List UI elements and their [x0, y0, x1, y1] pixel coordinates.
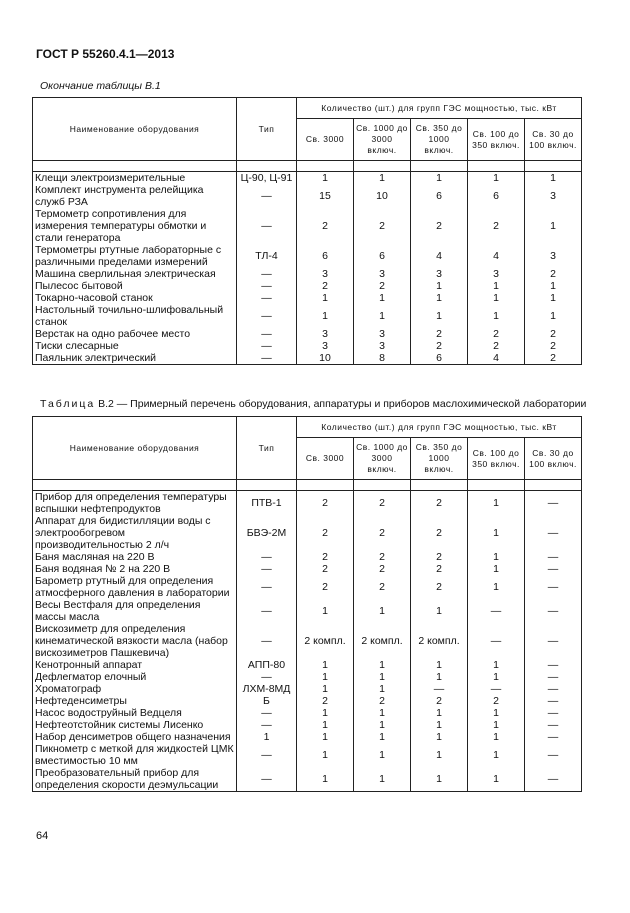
quantity-cell: 2 — [297, 280, 354, 292]
table2-caption-text: В.2 — Примерный перечень оборудования, аппаратуры и приборов маслохимической лаборатории — [95, 398, 587, 410]
quantity-cell: 2 — [411, 491, 468, 516]
equipment-name-cell: Вискозиметр для определения кинематической вязкости масла (набор вискозиметров Пашкевича) — [33, 623, 237, 659]
quantity-cell: 1 — [297, 172, 354, 185]
quantity-cell: 1 — [468, 515, 525, 551]
equipment-type-cell: АПП-80 — [237, 659, 297, 671]
equipment-type-cell: — — [237, 208, 297, 244]
equipment-type-cell: Б — [237, 695, 297, 707]
quantity-cell: 1 — [297, 683, 354, 695]
quantity-cell: 2 — [411, 328, 468, 340]
equipment-type-cell: — — [237, 563, 297, 575]
table-row — [33, 623, 582, 659]
quantity-cell: — — [525, 695, 582, 707]
quantity-cell: 3 — [411, 268, 468, 280]
table-row — [33, 244, 582, 268]
quantity-cell: 1 — [411, 172, 468, 185]
quantity-cell: 3 — [297, 268, 354, 280]
equipment-name-cell: Баня масляная на 220 В — [33, 551, 237, 563]
table1-body — [33, 172, 582, 365]
group-col-header: Св. 350 до 1000 включ. — [411, 438, 468, 480]
quantity-cell: 4 — [411, 244, 468, 268]
quantity-cell: 2 компл. — [297, 623, 354, 659]
quantity-cell: 1 — [354, 719, 411, 731]
quantity-cell: 1 — [468, 491, 525, 516]
quantity-cell: 2 — [468, 208, 525, 244]
equipment-type-cell: — — [237, 304, 297, 328]
quantity-cell: 1 — [411, 731, 468, 743]
quantity-cell: — — [468, 683, 525, 695]
quantity-cell: 1 — [411, 292, 468, 304]
quantity-cell: — — [525, 599, 582, 623]
quantity-cell: — — [525, 623, 582, 659]
quantity-cell: 1 — [468, 563, 525, 575]
quantity-cell: 8 — [354, 352, 411, 365]
group-col-header: Св. 350 до 1000 включ. — [411, 119, 468, 161]
quantity-cell: 1 — [411, 304, 468, 328]
quantity-cell: 1 — [468, 172, 525, 185]
quantity-cell: 2 — [354, 491, 411, 516]
quantity-cell: — — [525, 515, 582, 551]
quantity-cell: 1 — [468, 280, 525, 292]
table-row — [33, 491, 582, 516]
table-row — [33, 304, 582, 328]
equipment-type-cell: — — [237, 352, 297, 365]
equipment-type-cell: — — [237, 280, 297, 292]
quantity-cell: 2 — [468, 340, 525, 352]
quantity-cell: 3 — [297, 340, 354, 352]
quantity-cell: 2 — [411, 340, 468, 352]
group-col-header: Св. 30 до 100 включ. — [525, 119, 582, 161]
quantity-cell: — — [525, 563, 582, 575]
quantity-cell: — — [525, 731, 582, 743]
table-row — [33, 731, 582, 743]
quantity-cell: 2 — [411, 551, 468, 563]
group-header: Количество (шт.) для групп ГЭС мощностью, тыс. кВт — [297, 417, 582, 438]
group-col-header: Св. 1000 до 3000 включ. — [354, 438, 411, 480]
quantity-cell: 1 — [525, 304, 582, 328]
quantity-cell: 1 — [468, 671, 525, 683]
page-number: 64 — [36, 830, 49, 842]
quantity-cell: 1 — [297, 599, 354, 623]
group-header: Количество (шт.) для групп ГЭС мощностью, тыс. кВт — [297, 98, 582, 119]
quantity-cell: 1 — [411, 767, 468, 792]
table-row — [33, 515, 582, 551]
quantity-cell: 2 — [297, 563, 354, 575]
equipment-type-cell: 1 — [237, 731, 297, 743]
quantity-cell: 6 — [468, 184, 525, 208]
quantity-cell: 6 — [354, 244, 411, 268]
quantity-cell: — — [525, 575, 582, 599]
quantity-cell: 3 — [525, 184, 582, 208]
quantity-cell: 1 — [525, 292, 582, 304]
equipment-name-cell: Набор денсиметров общего назначения — [33, 731, 237, 743]
quantity-cell: 1 — [411, 659, 468, 671]
equipment-type-cell: — — [237, 707, 297, 719]
table-row — [33, 575, 582, 599]
quantity-cell: 15 — [297, 184, 354, 208]
equipment-name-cell: Верстак на одно рабочее место — [33, 328, 237, 340]
col-type-header: Тип — [237, 417, 297, 480]
quantity-cell: 2 — [468, 695, 525, 707]
equipment-type-cell: — — [237, 767, 297, 792]
quantity-cell: 3 — [468, 268, 525, 280]
equipment-type-cell: — — [237, 599, 297, 623]
group-col-header: Св. 100 до 350 включ. — [468, 438, 525, 480]
equipment-name-cell: Баня водяная № 2 на 220 В — [33, 563, 237, 575]
quantity-cell: 1 — [411, 599, 468, 623]
quantity-cell: 1 — [297, 731, 354, 743]
equipment-name-cell: Нефтеотстойник системы Лисенко — [33, 719, 237, 731]
quantity-cell: 3 — [297, 328, 354, 340]
equipment-type-cell: — — [237, 184, 297, 208]
table2-caption-label: Таблица — [40, 398, 96, 410]
quantity-cell: 2 — [468, 328, 525, 340]
quantity-cell: 1 — [354, 731, 411, 743]
equipment-name-cell: Термометр сопротивления для измерения температуры обмотки и стали генератора — [33, 208, 237, 244]
quantity-cell: 1 — [468, 551, 525, 563]
equipment-type-cell: ПТВ-1 — [237, 491, 297, 516]
quantity-cell: 1 — [468, 304, 525, 328]
quantity-cell: 2 — [354, 695, 411, 707]
quantity-cell: 6 — [411, 352, 468, 365]
equipment-table-b2 — [32, 416, 582, 792]
equipment-name-cell: Дефлегматор елочный — [33, 671, 237, 683]
quantity-cell: 2 — [411, 515, 468, 551]
quantity-cell: 1 — [468, 575, 525, 599]
quantity-cell: 2 — [411, 563, 468, 575]
quantity-cell: 1 — [468, 707, 525, 719]
equipment-type-cell: — — [237, 340, 297, 352]
quantity-cell: 2 — [297, 515, 354, 551]
quantity-cell: 2 — [525, 352, 582, 365]
quantity-cell: 1 — [468, 767, 525, 792]
equipment-name-cell: Аппарат для бидистилляции воды с электрообогревом производительностью 2 л/ч — [33, 515, 237, 551]
quantity-cell: 2 — [525, 268, 582, 280]
equipment-name-cell: Нефтеденсиметры — [33, 695, 237, 707]
equipment-name-cell: Хроматограф — [33, 683, 237, 695]
equipment-type-cell: — — [237, 328, 297, 340]
quantity-cell: 2 — [297, 208, 354, 244]
group-col-header: Св. 100 до 350 включ. — [468, 119, 525, 161]
quantity-cell: — — [525, 719, 582, 731]
equipment-name-cell: Весы Вестфаля для определения массы масла — [33, 599, 237, 623]
table-row — [33, 767, 582, 792]
equipment-type-cell: — — [237, 743, 297, 767]
quantity-cell: 4 — [468, 244, 525, 268]
quantity-cell: 1 — [354, 707, 411, 719]
equipment-name-cell: Токарно-часовой станок — [33, 292, 237, 304]
quantity-cell: 2 — [297, 575, 354, 599]
quantity-cell: 1 — [297, 659, 354, 671]
quantity-cell: 4 — [468, 352, 525, 365]
quantity-cell: — — [525, 551, 582, 563]
quantity-cell: 3 — [354, 328, 411, 340]
table2-caption — [40, 398, 586, 410]
quantity-cell: 1 — [354, 683, 411, 695]
quantity-cell: 1 — [297, 743, 354, 767]
quantity-cell: 2 — [354, 563, 411, 575]
equipment-type-cell: — — [237, 268, 297, 280]
table-row — [33, 683, 582, 695]
equipment-name-cell: Кенотронный аппарат — [33, 659, 237, 671]
quantity-cell: 2 — [354, 551, 411, 563]
quantity-cell: 2 — [354, 575, 411, 599]
equipment-type-cell: Ц-90, Ц-91 — [237, 172, 297, 185]
equipment-type-cell: — — [237, 292, 297, 304]
group-col-header: Св. 1000 до 3000 включ. — [354, 119, 411, 161]
table-row — [33, 268, 582, 280]
table-row — [33, 292, 582, 304]
equipment-name-cell: Барометр ртутный для определения атмосферного давления в лаборатории — [33, 575, 237, 599]
quantity-cell: — — [468, 599, 525, 623]
equipment-type-cell: ЛХМ-8МД — [237, 683, 297, 695]
table-row — [33, 208, 582, 244]
table-row — [33, 340, 582, 352]
table-row — [33, 659, 582, 671]
col-type-header: Тип — [237, 98, 297, 161]
equipment-type-cell: — — [237, 551, 297, 563]
quantity-cell: 10 — [354, 184, 411, 208]
quantity-cell: 1 — [354, 172, 411, 185]
quantity-cell: 1 — [297, 719, 354, 731]
table-row — [33, 280, 582, 292]
quantity-cell: 2 — [354, 208, 411, 244]
quantity-cell: 1 — [354, 767, 411, 792]
quantity-cell: 3 — [354, 340, 411, 352]
equipment-name-cell: Прибор для определения температуры вспышки нефтепродуктов — [33, 491, 237, 516]
equipment-name-cell: Пылесос бытовой — [33, 280, 237, 292]
quantity-cell: 2 — [297, 551, 354, 563]
quantity-cell: 1 — [411, 743, 468, 767]
quantity-cell: 1 — [297, 671, 354, 683]
table-row — [33, 707, 582, 719]
quantity-cell: 1 — [297, 292, 354, 304]
quantity-cell: 2 — [525, 340, 582, 352]
quantity-cell: 1 — [411, 707, 468, 719]
quantity-cell: 2 — [411, 695, 468, 707]
table-row — [33, 719, 582, 731]
quantity-cell: — — [411, 683, 468, 695]
equipment-name-cell: Преобразовательный прибор для определения скорости деэмульсации — [33, 767, 237, 792]
quantity-cell: 2 — [354, 280, 411, 292]
quantity-cell: 1 — [468, 659, 525, 671]
equipment-type-cell: — — [237, 671, 297, 683]
quantity-cell: 1 — [525, 172, 582, 185]
equipment-type-cell: — — [237, 623, 297, 659]
equipment-name-cell: Паяльник электрический — [33, 352, 237, 365]
equipment-table-b1 — [32, 97, 582, 365]
col-name-header: Наименование оборудования — [33, 98, 237, 161]
equipment-type-cell: — — [237, 719, 297, 731]
standard-number: ГОСТ Р 55260.4.1—2013 — [36, 47, 175, 61]
quantity-cell: 2 — [411, 208, 468, 244]
quantity-cell: 1 — [525, 280, 582, 292]
group-col-header: Св. 3000 — [297, 119, 354, 161]
quantity-cell: 6 — [411, 184, 468, 208]
quantity-cell: — — [525, 707, 582, 719]
equipment-name-cell: Комплект инструмента релейщика служб РЗА — [33, 184, 237, 208]
quantity-cell: — — [525, 659, 582, 671]
quantity-cell: 2 — [354, 515, 411, 551]
quantity-cell: 1 — [354, 743, 411, 767]
quantity-cell: 1 — [297, 767, 354, 792]
table-row — [33, 671, 582, 683]
quantity-cell: 1 — [354, 304, 411, 328]
table-row — [33, 563, 582, 575]
quantity-cell: 1 — [354, 599, 411, 623]
quantity-cell: 1 — [354, 292, 411, 304]
group-col-header: Св. 30 до 100 включ. — [525, 438, 582, 480]
quantity-cell: 2 — [411, 575, 468, 599]
equipment-name-cell: Машина сверлильная электрическая — [33, 268, 237, 280]
equipment-type-cell: ТЛ-4 — [237, 244, 297, 268]
quantity-cell: 1 — [468, 292, 525, 304]
quantity-cell: 1 — [354, 671, 411, 683]
table1-caption: Окончание таблицы В.1 — [40, 80, 161, 92]
quantity-cell: — — [525, 671, 582, 683]
table-row — [33, 743, 582, 767]
quantity-cell: 10 — [297, 352, 354, 365]
equipment-name-cell: Пикнометр с меткой для жидкостей ЦМК вместимостью 10 мм — [33, 743, 237, 767]
table-row — [33, 352, 582, 365]
quantity-cell: 6 — [297, 244, 354, 268]
quantity-cell: 1 — [297, 304, 354, 328]
quantity-cell: 3 — [525, 244, 582, 268]
quantity-cell: 2 компл. — [354, 623, 411, 659]
quantity-cell: 1 — [411, 671, 468, 683]
quantity-cell: — — [525, 491, 582, 516]
quantity-cell: — — [525, 683, 582, 695]
quantity-cell: 3 — [354, 268, 411, 280]
quantity-cell: 2 — [297, 695, 354, 707]
quantity-cell: 2 — [297, 491, 354, 516]
quantity-cell: 2 — [525, 328, 582, 340]
table-row — [33, 328, 582, 340]
equipment-name-cell: Насос водоструйный Ведцеля — [33, 707, 237, 719]
table2-body — [33, 491, 582, 792]
equipment-type-cell: — — [237, 575, 297, 599]
table-row — [33, 184, 582, 208]
table-row — [33, 599, 582, 623]
quantity-cell: — — [525, 743, 582, 767]
equipment-name-cell: Тиски слесарные — [33, 340, 237, 352]
quantity-cell: 1 — [411, 280, 468, 292]
table-row — [33, 551, 582, 563]
quantity-cell: — — [525, 767, 582, 792]
quantity-cell: 2 компл. — [411, 623, 468, 659]
quantity-cell: 1 — [468, 719, 525, 731]
quantity-cell: 1 — [411, 719, 468, 731]
quantity-cell: — — [468, 623, 525, 659]
col-name-header: Наименование оборудования — [33, 417, 237, 480]
quantity-cell: 1 — [297, 707, 354, 719]
quantity-cell: 1 — [468, 743, 525, 767]
quantity-cell: 1 — [525, 208, 582, 244]
quantity-cell: 1 — [468, 731, 525, 743]
table-row — [33, 695, 582, 707]
equipment-name-cell: Клещи электроизмерительные — [33, 172, 237, 185]
equipment-name-cell: Термометры ртутные лабораторные с различными пределами измерений — [33, 244, 237, 268]
quantity-cell: 1 — [354, 659, 411, 671]
group-col-header: Св. 3000 — [297, 438, 354, 480]
table-row — [33, 172, 582, 185]
equipment-name-cell: Настольный точильно-шлифовальный станок — [33, 304, 237, 328]
equipment-type-cell: БВЭ-2М — [237, 515, 297, 551]
